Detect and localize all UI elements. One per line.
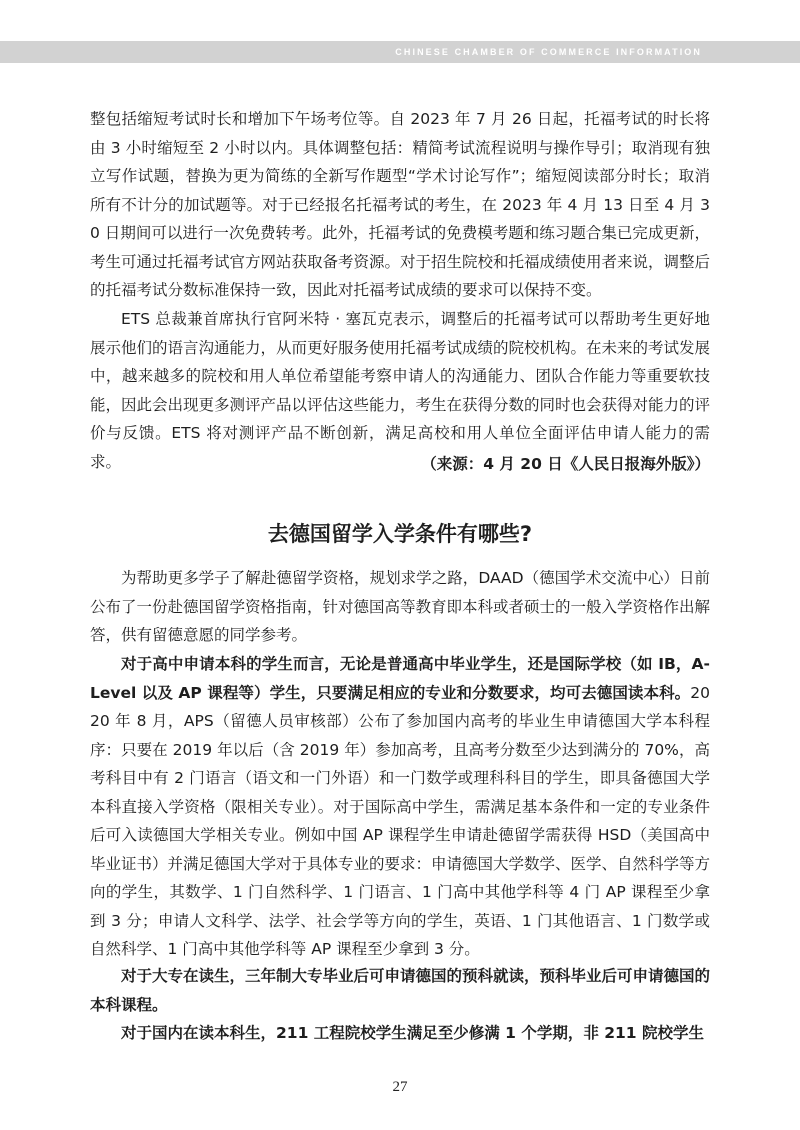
page-number: 27 <box>392 1079 408 1095</box>
running-header-band <box>0 41 800 63</box>
article2-paragraph-2-lead: 对于高中申请本科的学生而言，无论是普通高中毕业学生，还是国际学校（如 IB，A-Level 以及 AP 课程等）学生，只要满足相应的专业和分数要求，均可去德国读本科。 <box>90 655 710 702</box>
article1-paragraph-2: ETS 总裁兼首席执行官阿米特 · 塞瓦克表示，调整后的托福考试可以帮助考生更好地展示他们的语言沟通能力，从而更好服务使用托福考试成绩的院校机构。在未来的考试发展中，越来越多的院校和用人单位希望能考察申请人的沟通能力、团队合作能力等重要软技能，因此会出现更多测评产品以评估这些能力，考生在获得分数的同时也会获得对能力的评价与反馈。ETS 将对测评产品不断创新，满足高校和用人单位全面评估申请人能力的需求。 <box>90 310 711 471</box>
article1-paragraph-1: 整包括缩短考试时长和增加下午场考位等。自 2023 年 7 月 26 日起，托福考试的时长将由 3 小时缩短至 2 小时以内。具体调整包括：精简考试流程说明与操作导引；取消现有独立写作试题，替换为更为简练的全新写作题型“学术讨论写作”；缩短阅读部分时长；取消所有不计分的加试题等。对于已经报名托福考试的考生，在 2023 年 4 月 13 日至 4 月 30 日期间可以进行一次免费转考。此外，托福考试的免费模考题和练习题合集已完成更新，考生可通过托福考试官方网站获取备考资源。对于招生院校和托福成绩使用者来说，调整后的托福考试分数标准保持一致，因此对托福考试成绩的要求可以保持不变。 <box>90 110 711 299</box>
article1-source: （来源：4 月 20 日《人民日报海外版》） <box>421 455 710 473</box>
article2-paragraph-2-body: 2020 年 8 月，APS（留德人员审核部）公布了参加国内高考的毕业生申请德国大学本科程序：只要在 2019 年以后（含 2019 年）参加高考，且高考分数至少达到满分的 70%，高考科目中有 2 门语言（语文和一门外语）和一门数学或理科科目的学生，即具备德国大学本科直接入学资格（限相关专业）。对于国际高中学生，需满足基本条件和一定的专业条件后可入读德国大学相关专业。例如中国 AP 课程学生申请赴德留学需获得 HSD（美国高中毕业证书）并满足德国大学对于具体专业的要求：申请德国大学数学、医学、自然科学等方向的学生，其数学、1 门自然科学、1 门语言、1 门高中其他学科等 4 门 AP 课程至少拿到 3 分；申请人文科学、法学、社会学等方向的学生，英语、1 门其他语言、1 门数学或自然科学、1 门高中其他学科等 AP 课程至少拿到 3 分。 <box>90 683 711 958</box>
article2-title: 去德国留学入学条件有哪些? <box>267 522 533 546</box>
article2-paragraph-1: 为帮助更多学子了解赴德留学资格，规划求学之路，DAAD（德国学术交流中心）日前公布了一份赴德国留学资格指南，针对德国高等教育即本科或者硕士的一般入学资格作出解答，供有留德意愿的同学参考。 <box>90 569 711 644</box>
article2-paragraph-2 <box>90 650 710 964</box>
running-header-title: CHINESE CHAMBER OF COMMERCE INFORMATION <box>395 47 702 57</box>
article2-paragraph-4: 对于国内在读本科生，211 工程院校学生满足至少修满 1 个学期，非 211 院校学生 <box>121 1024 704 1042</box>
article2-paragraph-3: 对于大专在读生，三年制大专毕业后可申请德国的预科就读，预科毕业后可申请德国的本科课程。 <box>90 967 711 1014</box>
